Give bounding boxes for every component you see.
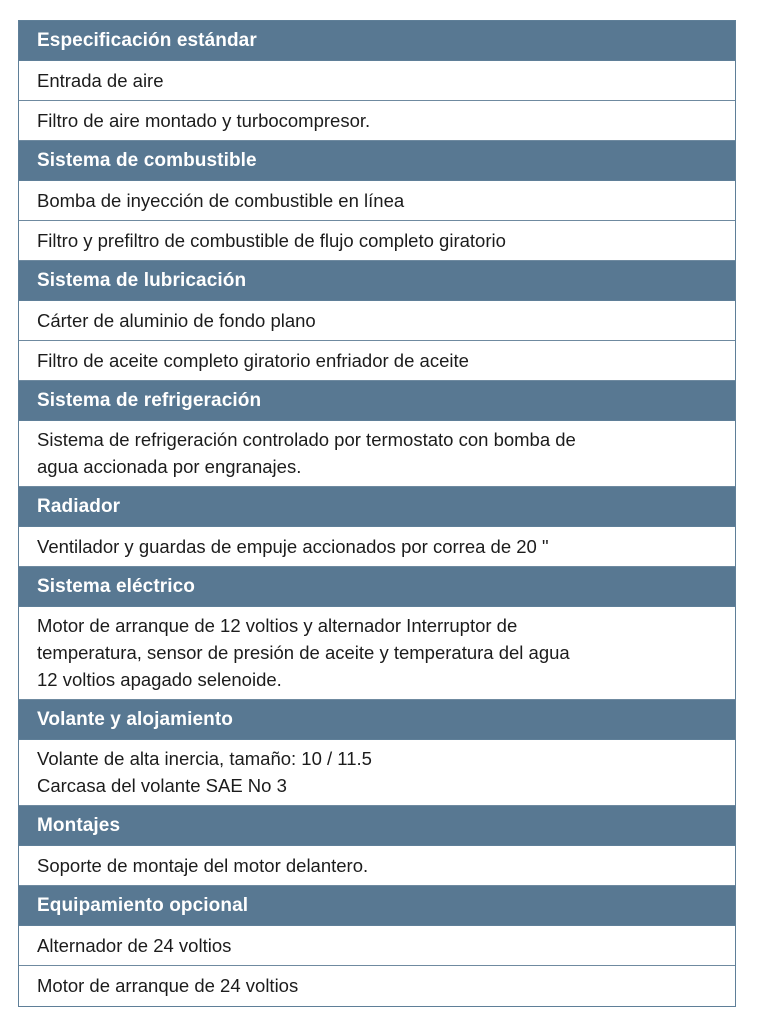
section-header: Radiador xyxy=(19,487,735,527)
section-header: Sistema eléctrico xyxy=(19,567,735,607)
spec-row: Volante de alta inercia, tamaño: 10 / 11.5 Carcasa del volante SAE No 3 xyxy=(19,740,735,806)
section-header: Volante y alojamiento xyxy=(19,700,735,740)
spec-row: Cárter de aluminio de fondo plano xyxy=(19,301,735,341)
section-header: Especificación estándar xyxy=(19,21,735,61)
section-header: Montajes xyxy=(19,806,735,846)
section-header: Sistema de refrigeración xyxy=(19,381,735,421)
spec-row: Alternador de 24 voltios xyxy=(19,926,735,966)
spec-row: Filtro y prefiltro de combustible de flujo completo giratorio xyxy=(19,221,735,261)
spec-row: Motor de arranque de 12 voltios y alternador Interruptor de temperatura, sensor de presión de aceite y temperatura del agua 12 voltios apagado selenoide. xyxy=(19,607,735,700)
spec-row: Soporte de montaje del motor delantero. xyxy=(19,846,735,886)
spec-row: Ventilador y guardas de empuje accionados por correa de 20 " xyxy=(19,527,735,567)
spec-row: Entrada de aire xyxy=(19,61,735,101)
spec-row: Filtro de aceite completo giratorio enfriador de aceite xyxy=(19,341,735,381)
section-header: Equipamiento opcional xyxy=(19,886,735,926)
section-header: Sistema de combustible xyxy=(19,141,735,181)
spec-row: Sistema de refrigeración controlado por termostato con bomba de agua accionada por engranajes. xyxy=(19,421,735,487)
spec-row: Filtro de aire montado y turbocompresor. xyxy=(19,101,735,141)
spec-table xyxy=(18,20,736,1007)
spec-row: Motor de arranque de 24 voltios xyxy=(37,975,299,996)
spec-row: Bomba de inyección de combustible en línea xyxy=(19,181,735,221)
section-header: Sistema de lubricación xyxy=(19,261,735,301)
